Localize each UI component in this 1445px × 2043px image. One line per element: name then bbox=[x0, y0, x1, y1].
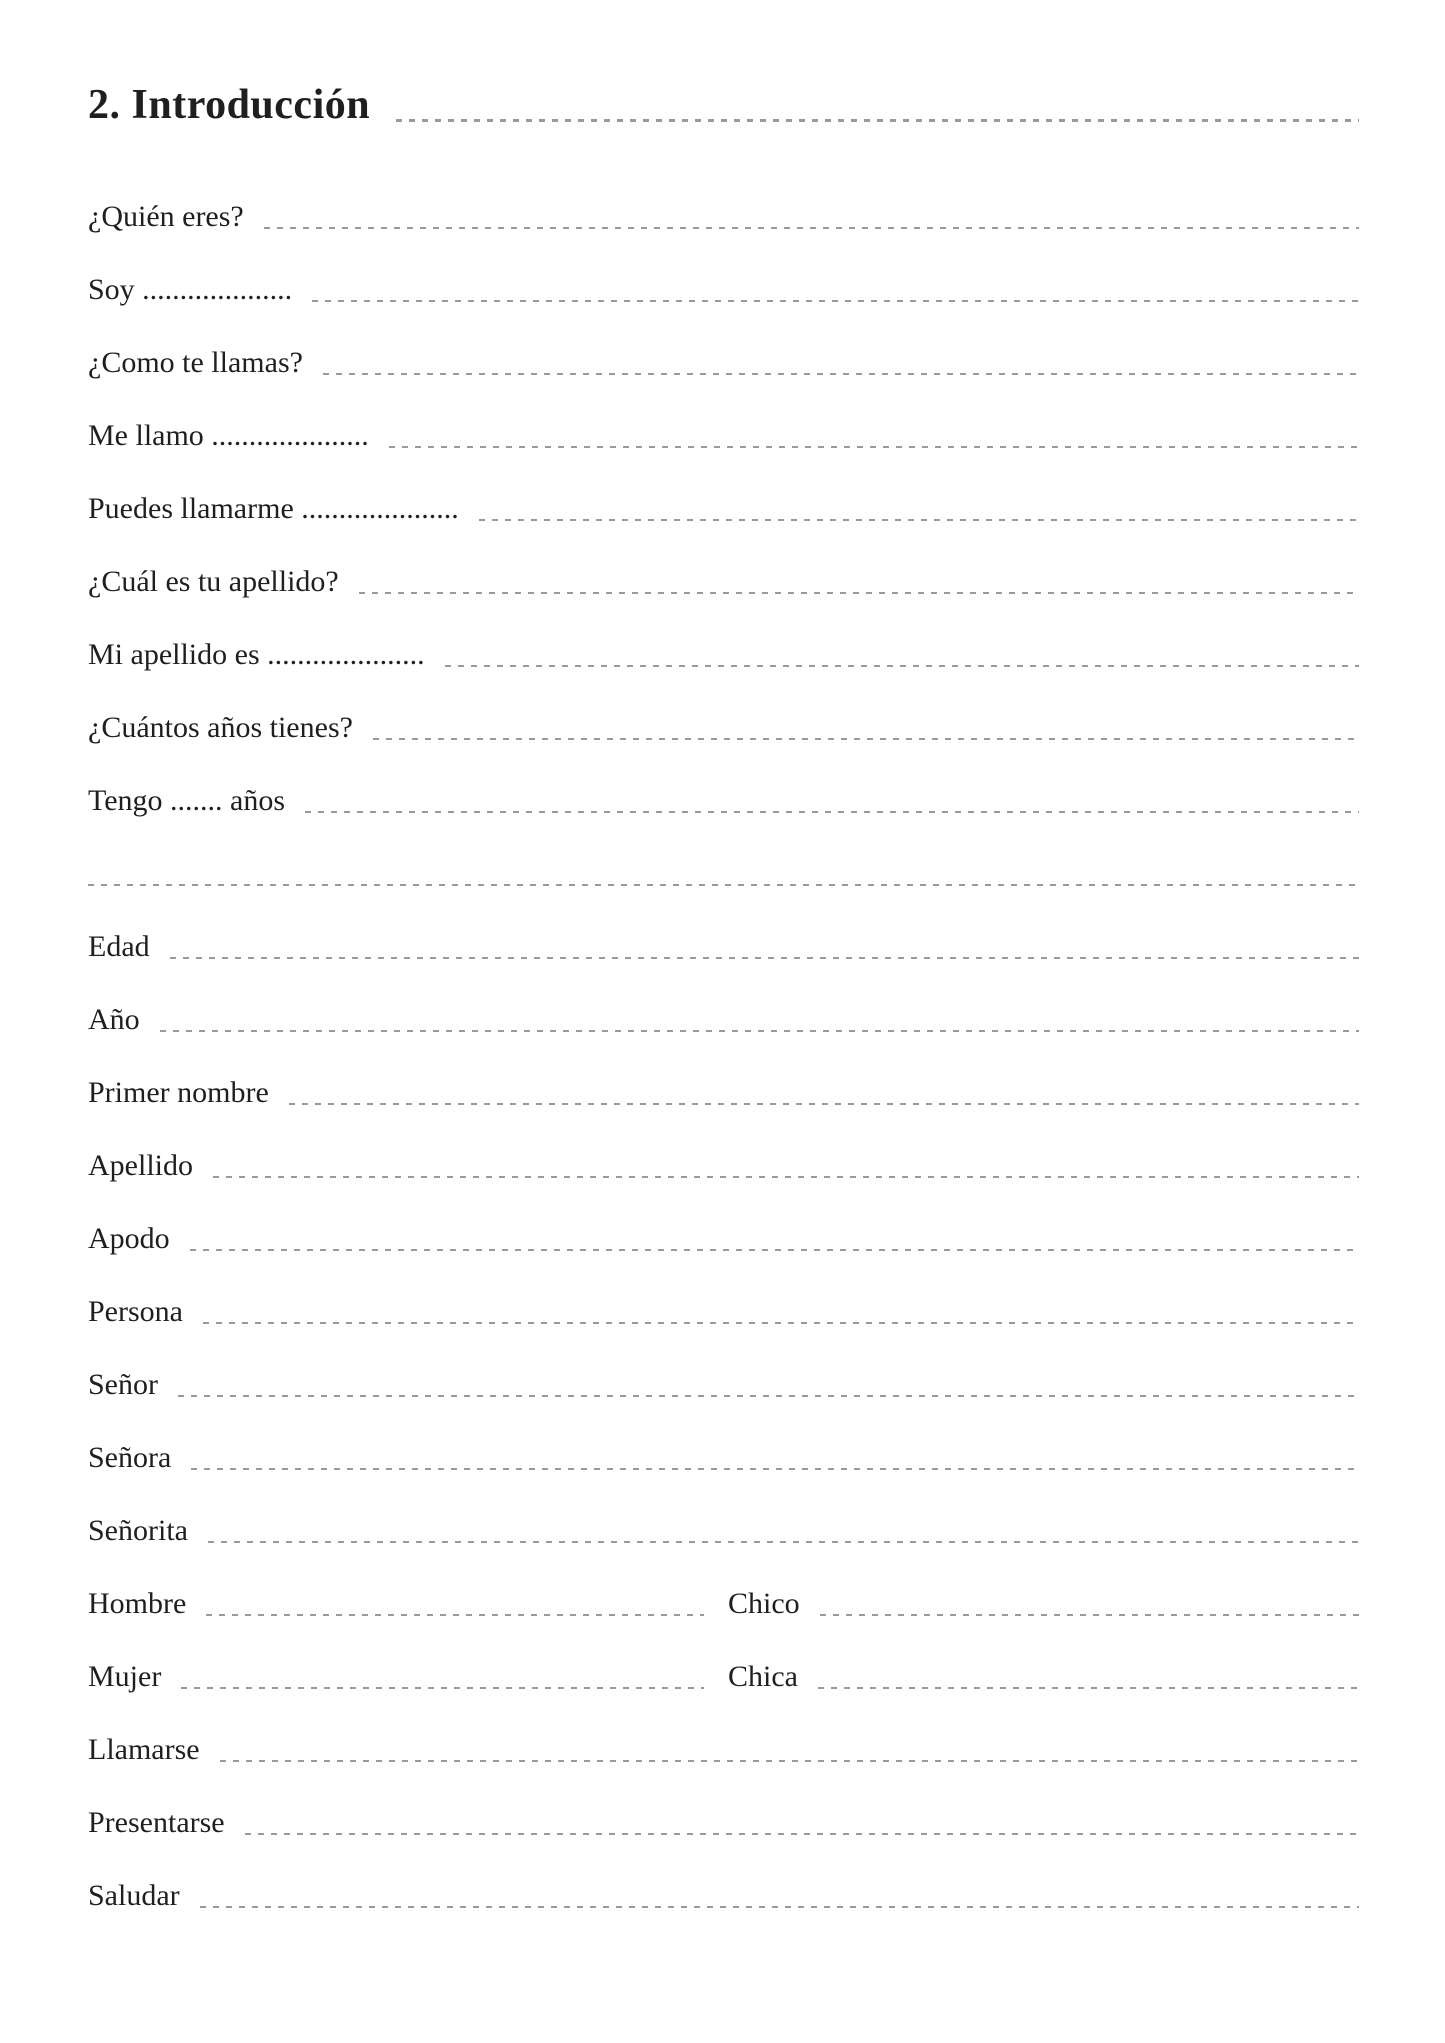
worksheet-row-blank bbox=[88, 854, 1359, 894]
answer-dotted-line bbox=[206, 1614, 704, 1616]
row-left-cell bbox=[88, 1657, 704, 1697]
worksheet-row bbox=[88, 1803, 1359, 1843]
row-label: Edad bbox=[88, 930, 150, 963]
row-label: Llamarse bbox=[88, 1733, 200, 1766]
worksheet-row-double bbox=[88, 1657, 1359, 1697]
row-right-cell bbox=[728, 1657, 1359, 1697]
answer-dotted-line bbox=[178, 1395, 1359, 1397]
answer-dotted-line bbox=[190, 1249, 1359, 1251]
worksheet-row bbox=[88, 1365, 1359, 1405]
answer-dotted-line bbox=[160, 1030, 1359, 1032]
row-label: Tengo ....... años bbox=[88, 784, 286, 817]
answer-dotted-line bbox=[203, 1322, 1359, 1324]
row-label: Me llamo ..................... bbox=[88, 419, 369, 452]
row-left-cell bbox=[88, 1584, 704, 1624]
worksheet-row bbox=[88, 416, 1359, 456]
worksheet-row bbox=[88, 489, 1359, 529]
worksheet-row bbox=[88, 1219, 1359, 1259]
answer-dotted-line bbox=[264, 227, 1359, 229]
row-label: Apodo bbox=[88, 1222, 170, 1255]
row-label: Señora bbox=[88, 1441, 172, 1474]
section-title-row bbox=[88, 79, 1359, 131]
worksheet-row bbox=[88, 562, 1359, 602]
answer-dotted-line bbox=[88, 884, 1359, 886]
row-label: Mi apellido es ..................... bbox=[88, 638, 425, 671]
answer-dotted-line bbox=[220, 1760, 1359, 1762]
answer-dotted-line bbox=[305, 811, 1359, 813]
row-right-cell bbox=[728, 1584, 1359, 1624]
answer-dotted-line bbox=[359, 592, 1359, 594]
section-title: 2. Introducción bbox=[88, 82, 371, 128]
row-label: Señorita bbox=[88, 1514, 188, 1547]
worksheet-row bbox=[88, 1438, 1359, 1478]
row-label: Hombre bbox=[88, 1587, 187, 1620]
row-label: ¿Cuál es tu apellido? bbox=[88, 565, 339, 598]
worksheet-row bbox=[88, 781, 1359, 821]
row-label: Señor bbox=[88, 1368, 158, 1401]
worksheet-row bbox=[88, 1292, 1359, 1332]
row-label: Presentarse bbox=[88, 1806, 225, 1839]
answer-dotted-line bbox=[208, 1541, 1359, 1543]
worksheet-row-double bbox=[88, 1584, 1359, 1624]
answer-dotted-line bbox=[373, 738, 1359, 740]
answer-dotted-line bbox=[170, 957, 1359, 959]
answer-dotted-line bbox=[191, 1468, 1359, 1470]
row-label: Puedes llamarme ..................... bbox=[88, 492, 459, 525]
answer-dotted-line bbox=[213, 1176, 1359, 1178]
worksheet-row bbox=[88, 1000, 1359, 1040]
row-label: Apellido bbox=[88, 1149, 193, 1182]
answer-dotted-line bbox=[323, 373, 1359, 375]
answer-dotted-line bbox=[289, 1103, 1359, 1105]
worksheet-row bbox=[88, 270, 1359, 310]
worksheet-row bbox=[88, 1511, 1359, 1551]
answer-dotted-line bbox=[312, 300, 1359, 302]
answer-dotted-line bbox=[820, 1614, 1359, 1616]
worksheet-row bbox=[88, 1146, 1359, 1186]
answer-dotted-line bbox=[181, 1687, 704, 1689]
worksheet-row bbox=[88, 197, 1359, 237]
row-label: Mujer bbox=[88, 1660, 162, 1693]
worksheet-row bbox=[88, 1073, 1359, 1113]
row-label-secondary: Chico bbox=[728, 1587, 800, 1620]
row-label: Soy .................... bbox=[88, 273, 293, 306]
answer-dotted-line bbox=[445, 665, 1359, 667]
worksheet-row bbox=[88, 708, 1359, 748]
answer-dotted-line bbox=[200, 1906, 1359, 1908]
row-label: ¿Cuántos años tienes? bbox=[88, 711, 353, 744]
row-label: ¿Quién eres? bbox=[88, 200, 244, 233]
worksheet-row bbox=[88, 1730, 1359, 1770]
worksheet-row bbox=[88, 635, 1359, 675]
row-label-secondary: Chica bbox=[728, 1660, 798, 1693]
answer-dotted-line bbox=[245, 1833, 1359, 1835]
row-label: Saludar bbox=[88, 1879, 180, 1912]
worksheet-row bbox=[88, 343, 1359, 383]
answer-dotted-line bbox=[818, 1687, 1359, 1689]
row-label: Primer nombre bbox=[88, 1076, 269, 1109]
answer-dotted-line bbox=[479, 519, 1359, 521]
worksheet-row bbox=[88, 1876, 1359, 1916]
title-dotted-line bbox=[396, 119, 1359, 122]
worksheet-row bbox=[88, 927, 1359, 967]
row-label: Año bbox=[88, 1003, 140, 1036]
row-label: ¿Como te llamas? bbox=[88, 346, 303, 379]
answer-dotted-line bbox=[389, 446, 1359, 448]
row-label: Persona bbox=[88, 1295, 183, 1328]
